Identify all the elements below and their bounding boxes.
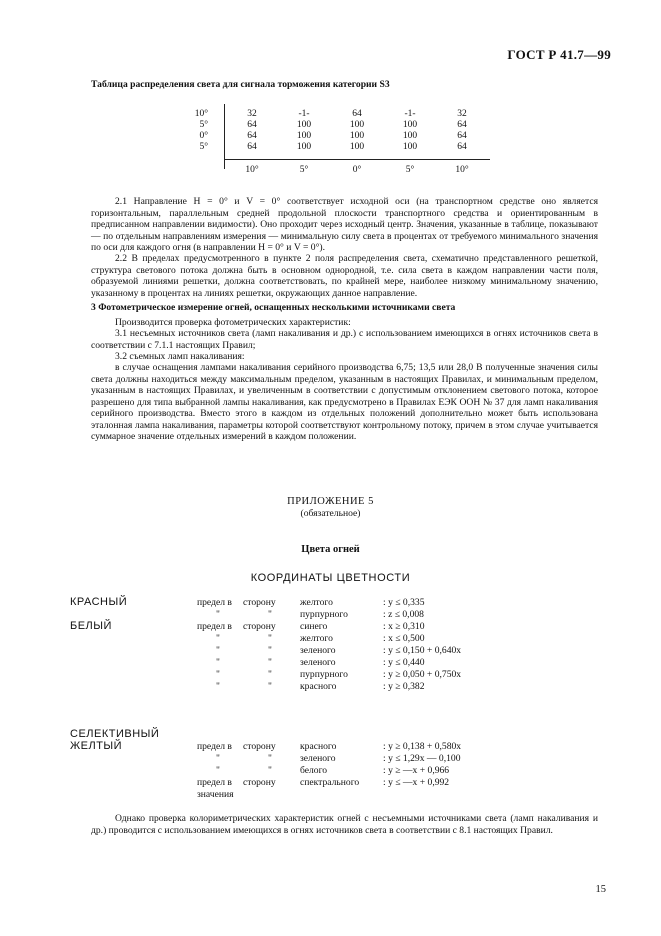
boundary-color: красного <box>300 681 337 692</box>
boundary-condition: : y ≤ 0,335 <box>383 597 425 608</box>
boundary-color: желтого <box>300 597 333 608</box>
table-cell: 32 <box>247 109 257 119</box>
table-cell: 100 <box>402 120 418 130</box>
color-name-white: БЕЛЫЙ <box>70 620 112 632</box>
limit-label: предел в <box>197 597 232 608</box>
boundary-condition: : y ≥ 0,138 + 0,580x <box>383 741 462 752</box>
table-cell: 100 <box>349 131 365 141</box>
ditto-mark: " <box>216 681 220 692</box>
col-label: 5° <box>405 165 415 175</box>
col-label: 10° <box>245 165 259 175</box>
color-name-red: КРАСНЫЙ <box>70 596 128 608</box>
table-cell: 100 <box>296 142 312 152</box>
document-id: ГОСТ Р 41.7—99 <box>507 47 611 62</box>
appendix-heading: Цвета огней <box>301 544 360 555</box>
chromaticity-title: КООРДИНАТЫ ЦВЕТНОСТИ <box>250 572 411 584</box>
table-cell: 32 <box>457 109 467 119</box>
paragraph-2-2: 2.2 В пределах предусмотренного в пункте 2 поля распределения света, схематично представленного решеткой, структура светового потока должна быть в основном однородной, т.е. сила света в каждом направлении части поля, образуемой линиями решетки, должна соответствовать, по крайней мере, наиболее низкому минимальному значению, указанному в процентах на линиях решетки, окружающих данное направление. <box>91 253 598 299</box>
boundary-color: зеленого <box>300 657 336 668</box>
table-cell: 100 <box>349 120 365 130</box>
ditto-mark: " <box>216 645 220 656</box>
table-cell: 64 <box>457 120 467 130</box>
appendix-title: ПРИЛОЖЕНИЕ 5 <box>287 496 374 507</box>
paragraph-3-1: 3.1 несъемных источников света (ламп накаливания и др.) с использованием имеющихся в огнях источников света в соответствии с 7.1.1 настоящих Правил; <box>91 328 598 351</box>
table-cell: 64 <box>247 131 257 141</box>
ditto-mark: " <box>216 657 220 668</box>
table-cell: 100 <box>296 120 312 130</box>
col-label: 5° <box>299 165 309 175</box>
paragraph-3-2: 3.2 съемных ламп накаливания: <box>115 351 245 362</box>
ditto-mark: " <box>268 765 272 776</box>
boundary-condition: : z ≤ 0,008 <box>383 609 424 620</box>
color-name-yellow: ЖЕЛТЫЙ <box>70 740 123 752</box>
table-cell: 100 <box>402 131 418 141</box>
limit-values-label: значения <box>197 789 234 800</box>
row-label: 0° <box>199 131 208 141</box>
ditto-mark: " <box>268 645 272 656</box>
boundary-color: красного <box>300 741 337 752</box>
direction-label: сторону <box>243 597 276 608</box>
table-cell: 64 <box>457 131 467 141</box>
table-caption: Таблица распределения света для сигнала торможения категории S3 <box>91 79 390 90</box>
table-cell: 100 <box>402 142 418 152</box>
row-label: 5° <box>199 120 208 130</box>
ditto-mark: " <box>216 765 220 776</box>
col-label: 0° <box>352 165 362 175</box>
ditto-mark: " <box>216 633 220 644</box>
table-horizontal-axis <box>225 159 490 160</box>
direction-label: сторону <box>243 621 276 632</box>
boundary-condition: : y ≥ 0,050 + 0,750x <box>383 669 462 680</box>
ditto-mark: " <box>216 669 220 680</box>
direction-label: сторону <box>243 741 276 752</box>
table-cell: 100 <box>349 142 365 152</box>
row-label: 5° <box>199 142 208 152</box>
boundary-color: белого <box>300 765 328 776</box>
boundary-condition: : y ≥ 0,382 <box>383 681 425 692</box>
boundary-color: синего <box>300 621 328 632</box>
limit-label: предел в <box>197 777 232 788</box>
appendix-subtitle: (обязательное) <box>300 508 361 519</box>
ditto-mark: " <box>268 657 272 668</box>
closing-paragraph: Однако проверка колориметрических характеристик огней с несъемными источниками света (ламп накаливания и др.) проводится с использованием имеющихся в огнях источников света в соответствии с 8.1 настоящих Правил. <box>91 813 598 836</box>
paragraph-3-2-text: в случае оснащения лампами накаливания серийного производства 6,75; 13,5 или 28,0 В полученные значения силы света должны находиться между максимальным пределом, указанным в настоящих Правилах, и минимальным пределом, указанным в настоящих Правилах, и увеличенным в соответствии с допустимым отклонением светового потока, которое разрешено для типа выбранной лампы накаливания, как предусмотрено в Правилах ЕЭК ООН № 37 для ламп накаливания серийного производства. Вместо этого в каждом из отдельных положений дополнительно может быть использована эталонная лампа накаливания, параметры которой соответствуют контрольному потоку, причем в этом случае учитывается суммарное значение отдельных измерений в каждом положении. <box>91 362 598 442</box>
table-cell: 64 <box>247 142 257 152</box>
table-cell: 100 <box>296 131 312 141</box>
boundary-condition: : y ≤ 1,29x — 0,100 <box>383 753 461 764</box>
boundary-color: спектрального <box>300 777 360 788</box>
ditto-mark: " <box>268 753 272 764</box>
boundary-color: пурпурного <box>300 669 348 680</box>
table-cell: 64 <box>352 109 362 119</box>
table-cell: 64 <box>247 120 257 130</box>
boundary-condition: : x ≤ 0,500 <box>383 633 425 644</box>
table-cell: -1- <box>298 109 310 119</box>
section-3-heading: 3 Фотометрическое измерение огней, оснащенных несколькими источниками света <box>91 302 456 313</box>
row-label: 10° <box>194 109 208 119</box>
paragraph-3-intro: Производится проверка фотометрических характеристик: <box>115 317 351 328</box>
paragraph-2-1: 2.1 Направление H = 0° и V = 0° соответствует исходной оси (на транспортном средстве оно является горизонтальным, параллельным средней продольной плоскости транспортного средства и ориентированным в предписанном направлении видимости). Оно проходит через исходный центр. Значения, указанные в таблице, показывают — по отдельным направлениям измерения — минимальную силу света в процентах от требуемого минимального значения по оси для каждого огня (в направлении H = 0° и V = 0°). <box>91 196 598 253</box>
direction-label: сторону <box>243 777 276 788</box>
limit-label: предел в <box>197 741 232 752</box>
boundary-color: зеленого <box>300 753 336 764</box>
boundary-condition: : x ≥ 0,310 <box>383 621 425 632</box>
ditto-mark: " <box>268 633 272 644</box>
limit-label: предел в <box>197 621 232 632</box>
ditto-mark: " <box>216 609 220 620</box>
ditto-mark: " <box>268 669 272 680</box>
page-number: 15 <box>595 884 606 895</box>
ditto-mark: " <box>268 609 272 620</box>
table-cell: 64 <box>457 142 467 152</box>
boundary-color: желтого <box>300 633 333 644</box>
boundary-condition: : y ≤ —x + 0,992 <box>383 777 450 788</box>
color-name-selective: СЕЛЕКТИВНЫЙ <box>70 728 160 740</box>
boundary-condition: : y ≤ 0,440 <box>383 657 425 668</box>
col-label: 10° <box>455 165 469 175</box>
ditto-mark: " <box>216 753 220 764</box>
boundary-condition: : y ≥ —x + 0,966 <box>383 765 450 776</box>
ditto-mark: " <box>268 681 272 692</box>
boundary-condition: : y ≤ 0,150 + 0,640x <box>383 645 462 656</box>
boundary-color: пурпурного <box>300 609 348 620</box>
table-cell: -1- <box>404 109 416 119</box>
boundary-color: зеленого <box>300 645 336 656</box>
